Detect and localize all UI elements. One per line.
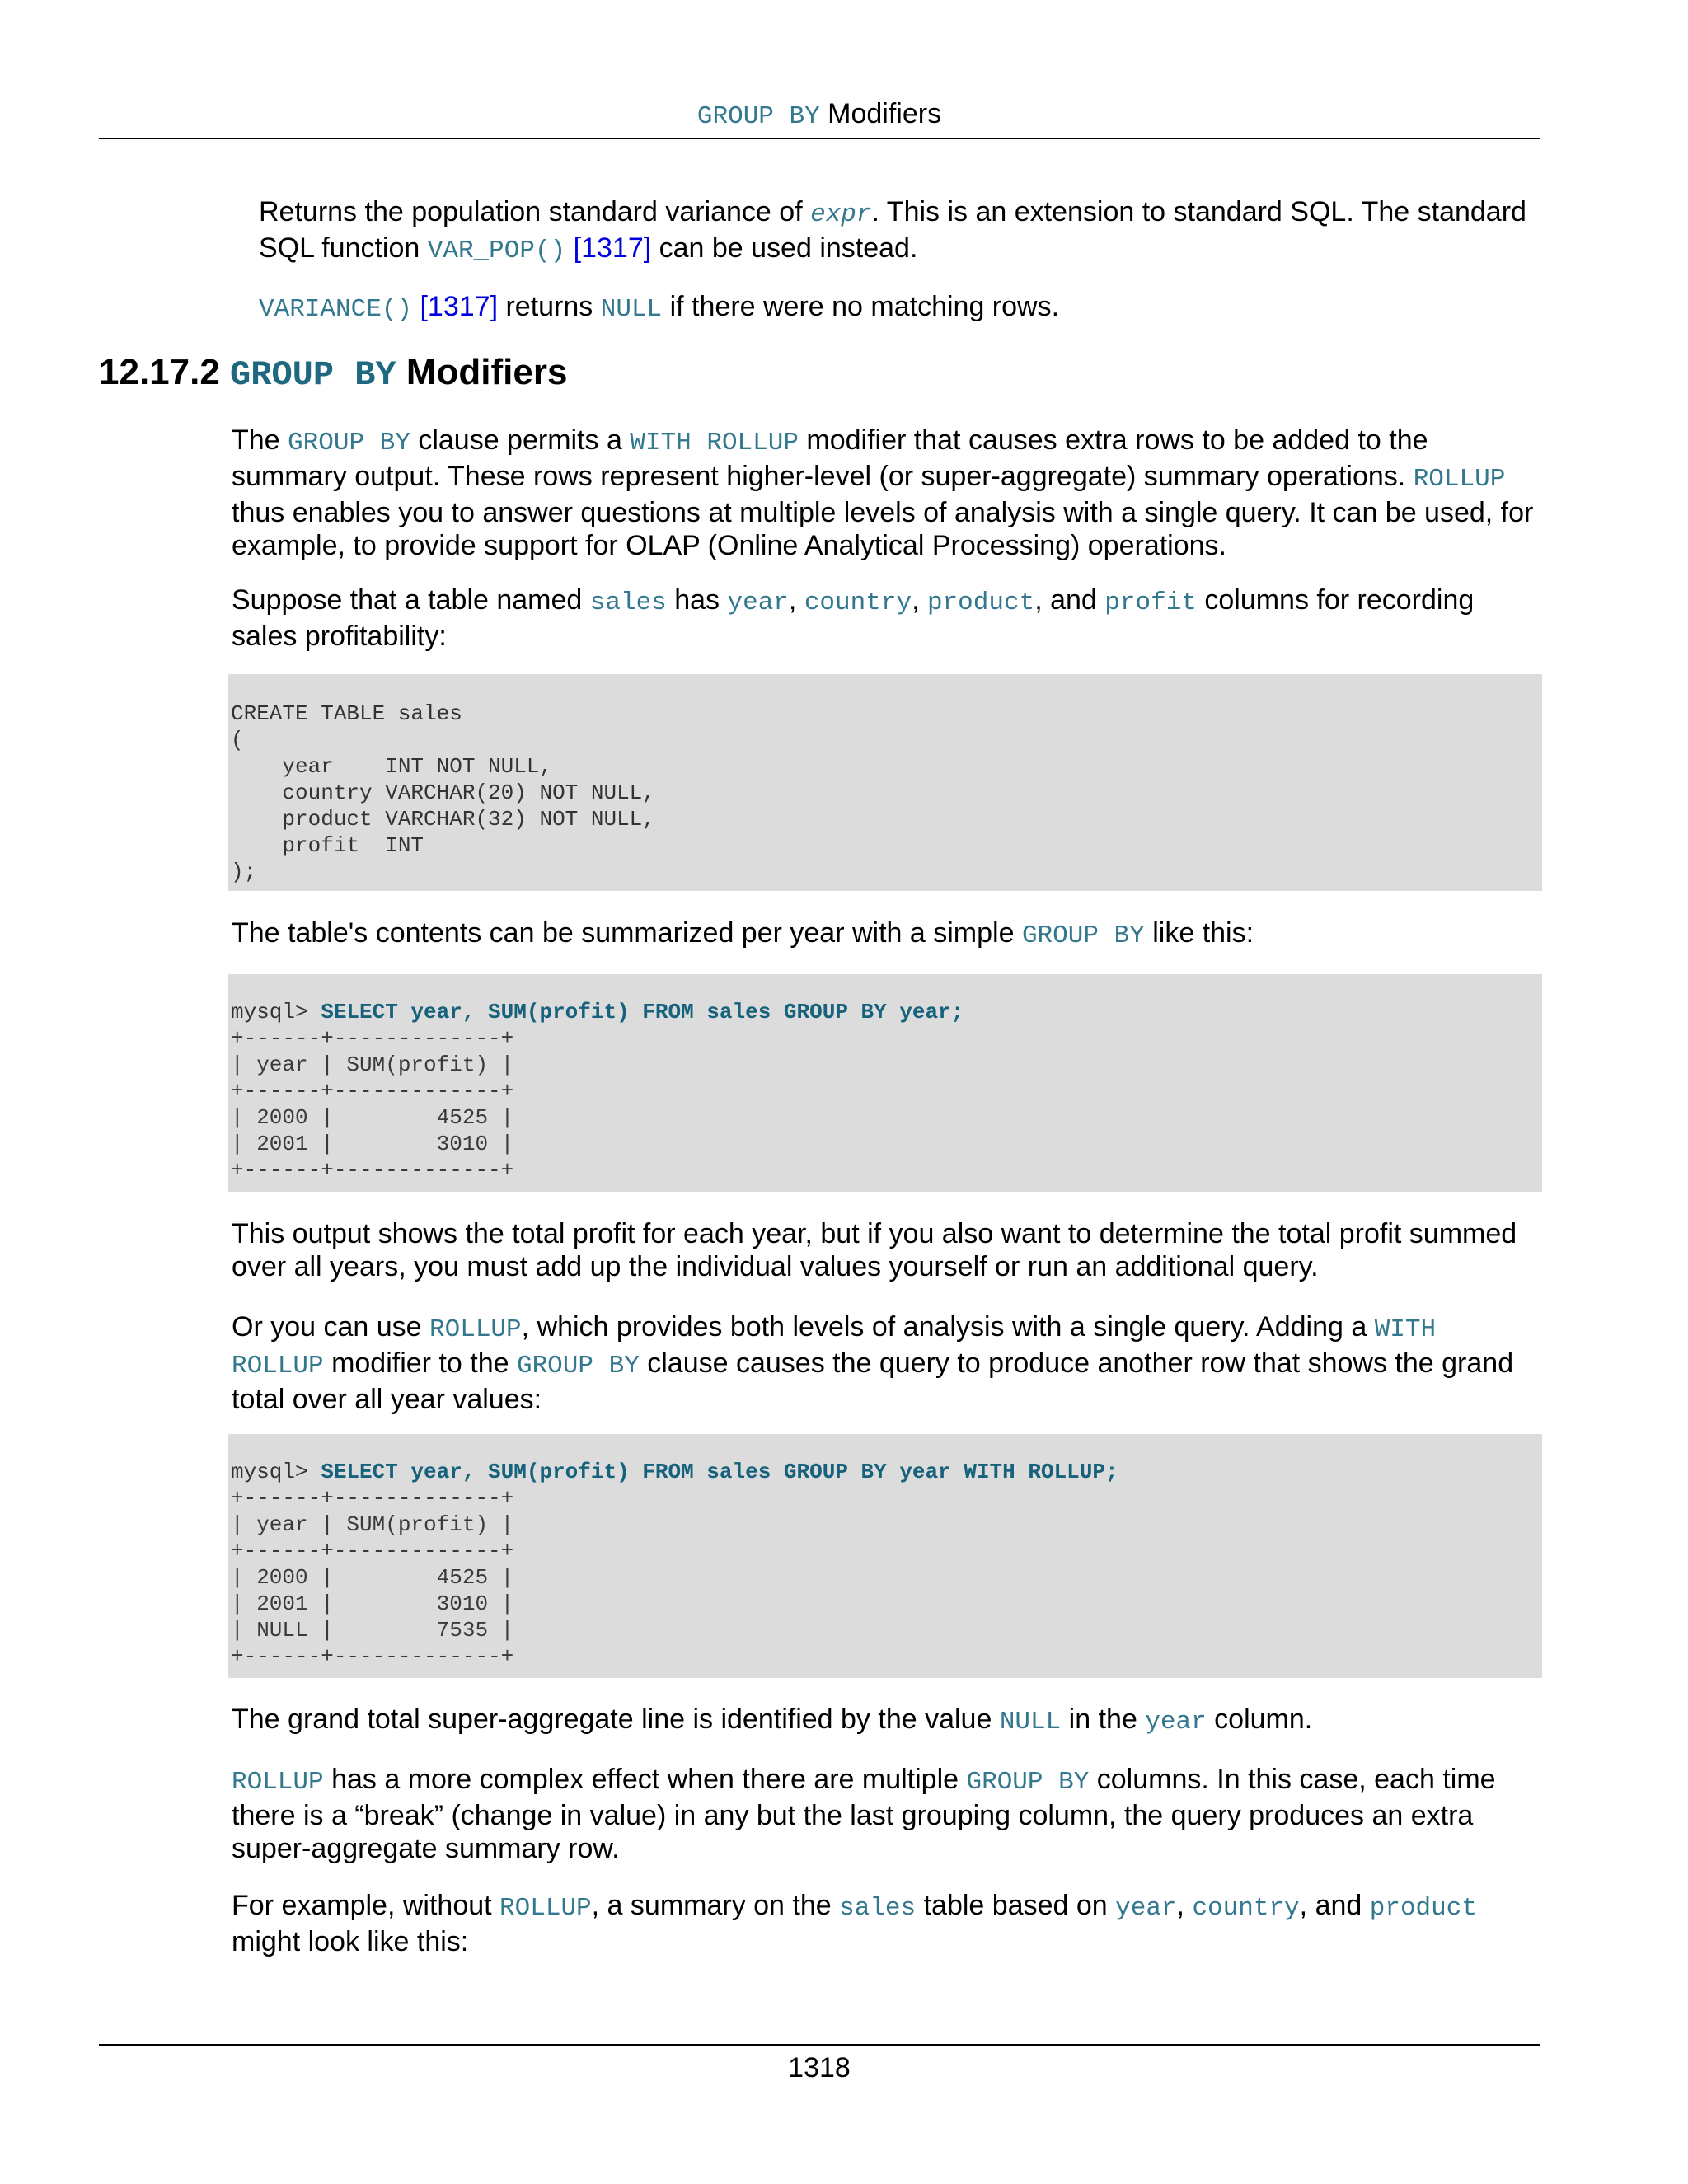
paragraph-8: For example, without ROLLUP, a summary on the sales table based on year, country, and product might look like this: xyxy=(232,1890,1477,1957)
result-line: +------+-------------+ xyxy=(231,1486,514,1511)
sql-command: SELECT year, SUM(profit) FROM sales GROUP BY year WITH ROLLUP; xyxy=(321,1460,1118,1484)
code-group-by: GROUP BY xyxy=(288,429,410,457)
result-line: | year | SUM(profit) | xyxy=(231,1512,514,1537)
code-with-rollup: WITH ROLLUP xyxy=(630,429,799,457)
mysql-prompt: mysql> xyxy=(231,1460,321,1484)
code-line: CREATE TABLE sales xyxy=(231,701,462,726)
code-line: profit INT xyxy=(231,833,424,858)
running-header xyxy=(99,97,1540,134)
code-null: NULL xyxy=(999,1708,1062,1736)
code-null: NULL xyxy=(600,295,663,324)
header-text: Modifiers xyxy=(819,98,942,129)
code-block-group-by xyxy=(228,974,1542,1192)
page-number: 1318 xyxy=(788,2052,851,2083)
paragraph-2: Suppose that a table named sales has year, country, product, and profit columns for recording sales profitability: xyxy=(232,584,1475,652)
section-number: 12.17.2 xyxy=(99,352,231,392)
code-year: year xyxy=(1145,1708,1207,1736)
result-line: +------+-------------+ xyxy=(231,1026,514,1051)
code-line: product VARCHAR(32) NOT NULL, xyxy=(231,807,655,832)
code-product: product xyxy=(926,588,1035,617)
paragraph-1: The GROUP BY clause permits a WITH ROLLUP modifier that causes extra rows to be added to the summary output. These rows represent higher-level (or super-aggregate) summary operations. ROLLUP thus enables you to answer questions at multiple levels of analysis with a single query. It can be used, for example, to provide support for OLAP (Online Analytical Processing) operations. xyxy=(232,424,1534,561)
result-line: +------+-------------+ xyxy=(231,1158,514,1183)
code-line: year INT NOT NULL, xyxy=(231,754,553,779)
result-line: | year | SUM(profit) | xyxy=(231,1052,514,1077)
result-line: | NULL | 7535 | xyxy=(231,1618,514,1643)
code-year: year xyxy=(1115,1894,1177,1923)
intro-paragraph-2 xyxy=(259,290,1545,326)
result-line: +------+-------------+ xyxy=(231,1539,514,1563)
paragraph-5: Or you can use ROLLUP, which provides both levels of analysis with a single query. Adding a WITH ROLLUP modifier to the GROUP BY clause causes the query to produce another row that shows the grand total over all year values: xyxy=(232,1311,1514,1415)
header-rule xyxy=(99,138,1540,139)
header-code: GROUP BY xyxy=(696,102,820,131)
intro-paragraph-1 xyxy=(259,195,1545,268)
text: returns xyxy=(498,291,601,322)
code-year: year xyxy=(727,588,789,617)
result-line: +------+-------------+ xyxy=(231,1644,514,1669)
code-rollup: ROLLUP xyxy=(499,1894,592,1923)
paragraph-7: ROLLUP has a more complex effect when there are multiple GROUP BY columns. In this case, each time there is a “break” (change in value) in any but the last grouping column, the query produces an extra super-aggregate summary row. xyxy=(232,1764,1496,1864)
code-sales: sales xyxy=(839,1894,917,1923)
code-line: ); xyxy=(231,860,257,884)
section-title: Modifiers xyxy=(396,352,568,392)
code-group-by: GROUP BY xyxy=(1021,921,1145,950)
code-group-by: GROUP BY xyxy=(516,1352,640,1380)
section-heading xyxy=(99,351,567,396)
code-variance[interactable]: VARIANCE() xyxy=(259,295,413,324)
code-expr: expr xyxy=(810,200,872,229)
code-var-pop[interactable]: VAR_POP() xyxy=(427,237,566,265)
code-command-line xyxy=(231,1459,1539,1485)
mysql-prompt: mysql> xyxy=(231,1000,321,1024)
code-rollup: ROLLUP xyxy=(429,1315,522,1344)
code-group-by: GROUP BY xyxy=(966,1768,1090,1797)
text: . This is an extension to standard SQL. The standard SQL function xyxy=(259,196,1526,264)
code-block-create-table xyxy=(228,674,1542,891)
page-link[interactable]: [1317] xyxy=(573,232,652,264)
code-line: country VARCHAR(20) NOT NULL, xyxy=(231,780,655,805)
result-line: | 2000 | 4525 | xyxy=(231,1105,514,1130)
paragraph-3: The table's contents can be summarized per year with a simple GROUP BY like this: xyxy=(232,917,1254,950)
result-line: | 2001 | 3010 | xyxy=(231,1591,514,1616)
code-country: country xyxy=(804,588,912,617)
text: Returns the population standard variance of xyxy=(259,196,811,227)
sql-command: SELECT year, SUM(profit) FROM sales GROUP BY year; xyxy=(321,1000,964,1024)
text: can be used instead. xyxy=(651,232,918,264)
footer-rule xyxy=(99,2044,1540,2046)
result-line: | 2000 | 4525 | xyxy=(231,1565,514,1590)
result-line: | 2001 | 3010 | xyxy=(231,1132,514,1156)
paragraph-4 xyxy=(232,1217,1542,1283)
code-command-line xyxy=(231,999,1539,1025)
code-with-rollup: WITH ROLLUP xyxy=(232,1315,1437,1380)
text: if there were no matching rows. xyxy=(662,291,1060,322)
code-rollup: ROLLUP xyxy=(1413,465,1506,494)
code-line: ( xyxy=(231,728,244,752)
code-product: product xyxy=(1369,1894,1477,1923)
result-line: +------+-------------+ xyxy=(231,1079,514,1104)
code-rollup: ROLLUP xyxy=(232,1768,324,1797)
code-block-with-rollup xyxy=(228,1434,1542,1678)
code-sales: sales xyxy=(589,588,667,617)
page-link[interactable]: [1317] xyxy=(420,291,499,322)
code-country: country xyxy=(1192,1894,1300,1923)
paragraph-6: The grand total super-aggregate line is identified by the value NULL in the year column. xyxy=(232,1704,1313,1736)
text: This output shows the total profit for each year, but if you also want to determine the total profit summed over all years, you must add up the individual values yourself or run an additional query. xyxy=(232,1218,1517,1282)
section-code: GROUP BY xyxy=(230,355,396,395)
code-profit: profit xyxy=(1104,588,1197,617)
